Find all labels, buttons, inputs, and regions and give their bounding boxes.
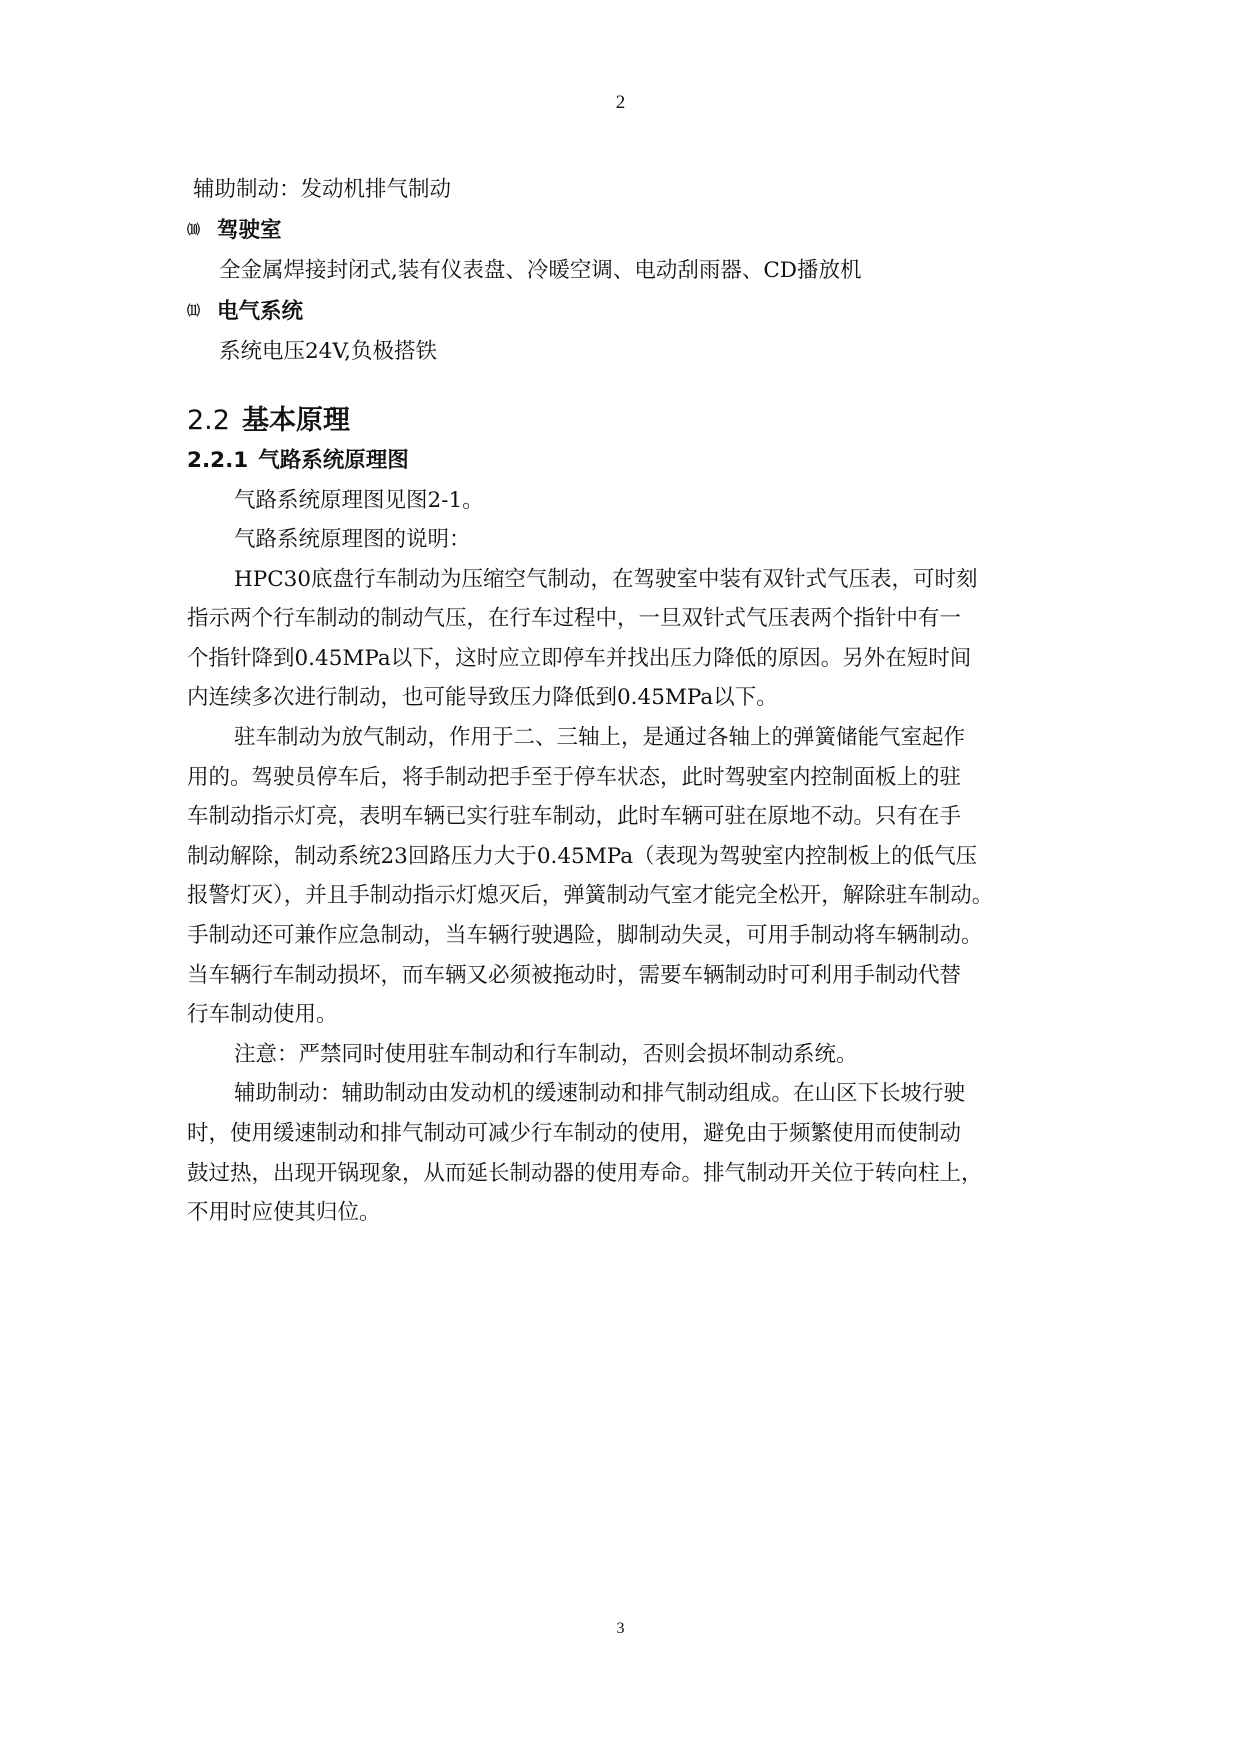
paragraph-line: 注意：严禁同时使用驻车制动和行车制动，否则会损坏制动系统。 [234,1041,858,1067]
section-number: 2.2 [187,404,230,436]
paragraph-line: 当车辆行车制动损坏，而车辆又必须被拖动时，需要车辆制动时可利用手制动代替 [187,962,962,988]
paragraph-line: HPC30底盘行车制动为压缩空气制动，在驾驶室中装有双针式气压表，可时刻 [234,566,978,592]
paragraph-line: 不用时应使其归位。 [187,1200,381,1226]
item-10-body: 全金属焊接封闭式,装有仪表盘、冷暖空调、电动刮雨器、CD播放机 [219,258,862,283]
section-title: 基本原理 [241,404,350,436]
paragraph [187,481,1088,521]
paragraph-line: 制动解除，制动系统23回路压力大于0.45MPa（表现为驾驶室内控制板上的低气压 [187,843,978,869]
paragraph-line: 内连续多次进行制动，也可能导致压力降低到0.45MPa以下。 [187,685,778,711]
paragraph-line: 行车制动使用。 [187,1002,338,1028]
item-11-title: 电气系统 [217,298,304,324]
paragraph-line: 时，使用缓速制动和排气制动可减少行车制动的使用，避免由于频繁使用而使制动 [187,1121,962,1146]
paragraph-line: 气路系统原理图见图2-1。 [234,487,484,513]
paragraph-line: 车制动指示灯亮，表明车辆已实行驻车制动，此时车辆可驻在原地不动。只有在手 [187,804,962,830]
paragraph-line: 气路系统原理图的说明： [234,527,471,553]
footer-page-number: 3 [616,1620,625,1637]
section-heading [187,401,1088,441]
paragraph-line: 辅助制动：辅助制动由发动机的缓速制动和排气制动组成。在山区下长坡行驶 [234,1081,966,1107]
item-10-heading [187,211,1088,252]
aux-brake-line: 辅助制动：发动机排气制动 [193,177,452,202]
item-10-title: 驾驶室 [217,217,282,243]
paragraph-line: 鼓过热，出现开锅现象，从而延长制动器的使用寿命。排气制动开关位于转向柱上， [187,1160,983,1186]
paragraph-line: 报警灯灭），并且手制动指示灯熄灭后，弹簧制动气室才能完全松开，解除驻车制动。 [187,883,994,909]
paragraph [187,1074,1088,1232]
paragraph [187,560,1088,718]
subsection-heading [187,441,1088,481]
paragraph [187,520,1088,560]
item-11-body: 系统电压24V,负极搭铁 [219,339,437,364]
document-body [187,170,1088,1233]
header-page-number: 2 [615,92,626,113]
paragraph-line: 驻车制动为放气制动，作用于二、三轴上，是通过各轴上的弹簧储能气室起作 [234,725,966,751]
paragraph [187,718,1088,1035]
paragraph-line: 手制动还可兼作应急制动，当车辆行驶遇险，脚制动失灵，可用手制动将车辆制动。 [187,923,983,949]
item-10-number: ⑽ [187,222,200,238]
paragraph-line: 指示两个行车制动的制动气压，在行车过程中，一旦双针式气压表两个指针中有一 [187,606,962,632]
paragraph-line: 个指针降到0.45MPa以下，这时应立即停车并找出压力降低的原因。另外在短时间 [187,645,972,671]
subsection-number: 2.2.1 [187,447,249,473]
paragraph [187,1035,1088,1075]
item-11-heading [187,292,1088,333]
subsection-title: 气路系统原理图 [258,447,409,473]
paragraph-line: 用的。驾驶员停车后，将手制动把手至于停车状态，此时驾驶室内控制面板上的驻 [187,764,962,790]
item-11-number: ⑾ [187,303,200,319]
